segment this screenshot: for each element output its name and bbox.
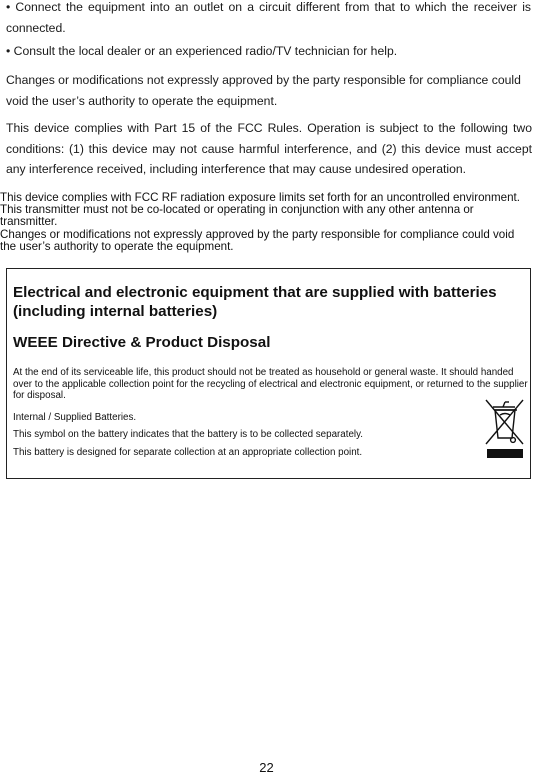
weee-battery-heading: Electrical and electronic equipment that are supplied with batteries (including internal batteries) [13,284,497,320]
fcc-rf-exposure-text: This device complies with FCC RF radiation exposure limits set forth for an uncontrolled environment. This transmitter must not be co-located or operating in conjunction with any other antenna or transmitter. [0,191,521,229]
weee-disposal-box [6,268,531,479]
weee-disposal-paragraph: At the end of its serviceable life, this product should not be treated as household or general waste. It should handed over to the applicable collection point for the recycling of electrical and electronic equipment, or returned to the supplier for disposal. [13,367,528,402]
paragraph-fcc-part15: This device complies with Part 15 of the FCC Rules. Operation is subject to the following two conditions: (1) this device may not cause harmful interference, and (2) this device must accept any interference received, including interference that may cause undesired operation. [6,121,532,176]
bullet-consult-dealer: • Consult the local dealer or an experienced radio/TV technician for help. [6,44,398,58]
crossed-out-wheelie-bin-icon [483,396,527,460]
fcc-rf-exposure-statement [0,192,530,253]
paragraph-modifications-warning: Changes or modifications not expressly approved by the party responsible for compliance could void the user’s authority to operate the equipment. [6,73,521,108]
fcc-rf-modifications-text: Changes or modifications not expressly approved by the party responsible for compliance could void the user’s authority to operate the equipment. [0,227,515,253]
weee-internal-batteries: Internal / Supplied Batteries. [13,412,137,423]
bin-underline-bar [487,449,523,458]
weee-directive-title: WEEE Directive & Product Disposal [13,334,271,351]
weee-designed-note: This battery is designed for separate collection at an appropriate collection point. [13,447,363,458]
bullet-separate-circuit: • Connect the equipment into an outlet on a circuit different from that to which the receiver is connected. [6,0,531,35]
weee-symbol-note: This symbol on the battery indicates that the battery is to be collected separately. [13,429,363,440]
page-number: 22 [259,760,274,775]
